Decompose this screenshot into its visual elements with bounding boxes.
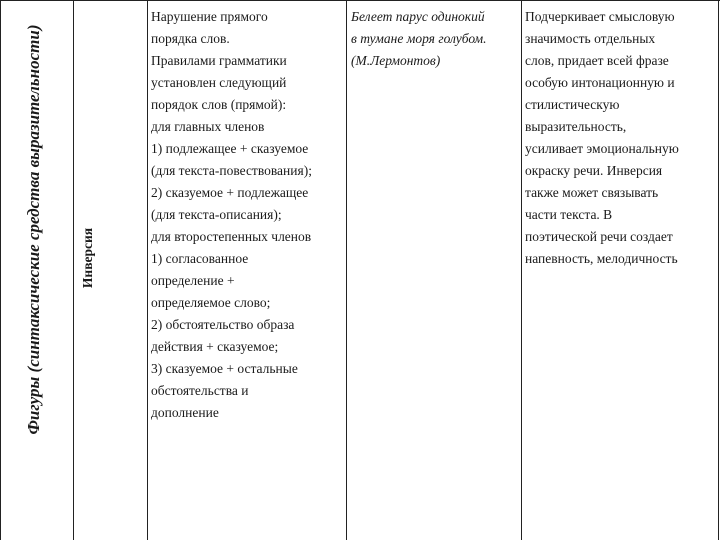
function-line: Подчеркивает смысловую bbox=[525, 9, 675, 24]
definition-line: (для текста-описания); bbox=[151, 207, 282, 222]
function-line: поэтической речи создает bbox=[525, 229, 673, 244]
definition-line: Правилами грамматики bbox=[151, 53, 287, 68]
example-line: в тумане моря голубом. bbox=[351, 31, 487, 46]
definition-line: для второстепенных членов bbox=[151, 229, 312, 244]
column-divider bbox=[521, 0, 522, 540]
definition-line: 1) подлежащее + сказуемое bbox=[151, 141, 309, 156]
example-line: Белеет парус одинокий bbox=[351, 9, 485, 24]
definition-line: для главных членов bbox=[151, 119, 265, 134]
table-top-border bbox=[0, 0, 720, 1]
column-divider bbox=[73, 0, 74, 540]
definition-line: установлен следующий bbox=[151, 75, 287, 90]
definition-line: дополнение bbox=[151, 405, 219, 420]
definition-line: обстоятельства и bbox=[151, 383, 249, 398]
function-line: значимость отдельных bbox=[525, 31, 656, 46]
function-line: стилистическую bbox=[525, 97, 620, 112]
definition-line: 2) сказуемое + подлежащее bbox=[151, 185, 309, 200]
term-label: Инверсия bbox=[80, 227, 95, 289]
category-label: Фигуры (синтаксические средства выразительности) bbox=[24, 24, 43, 435]
definition-line: Нарушение прямого bbox=[151, 9, 268, 24]
function-line: окраску речи. Инверсия bbox=[525, 163, 663, 178]
definition-cell bbox=[151, 6, 347, 424]
function-cell bbox=[525, 6, 717, 270]
function-line: напевность, мелодичность bbox=[525, 251, 678, 266]
definition-line: 3) сказуемое + остальные bbox=[151, 361, 298, 376]
example-source: (М.Лермонтов) bbox=[351, 53, 441, 68]
table-left-border bbox=[0, 0, 1, 540]
definition-line: 1) согласованное bbox=[151, 251, 249, 266]
function-line: части текста. В bbox=[525, 207, 613, 222]
function-line: усиливает эмоциональную bbox=[525, 141, 679, 156]
definition-line: (для текста-повествования); bbox=[151, 163, 312, 178]
definition-line: определяемое слово; bbox=[151, 295, 271, 310]
definition-line: действия + сказуемое; bbox=[151, 339, 279, 354]
function-line: слов, придает всей фразе bbox=[525, 53, 669, 68]
function-line: также может связывать bbox=[525, 185, 659, 200]
table-right-border bbox=[718, 0, 719, 540]
function-line: особую интонационную и bbox=[525, 75, 675, 90]
definition-line: определение + bbox=[151, 273, 235, 288]
function-line: выразительность, bbox=[525, 119, 627, 134]
column-divider bbox=[147, 0, 148, 540]
example-cell bbox=[351, 6, 521, 72]
definition-line: порядок слов (прямой): bbox=[151, 97, 287, 112]
definition-line: порядка слов. bbox=[151, 31, 230, 46]
definition-line: 2) обстоятельство образа bbox=[151, 317, 295, 332]
